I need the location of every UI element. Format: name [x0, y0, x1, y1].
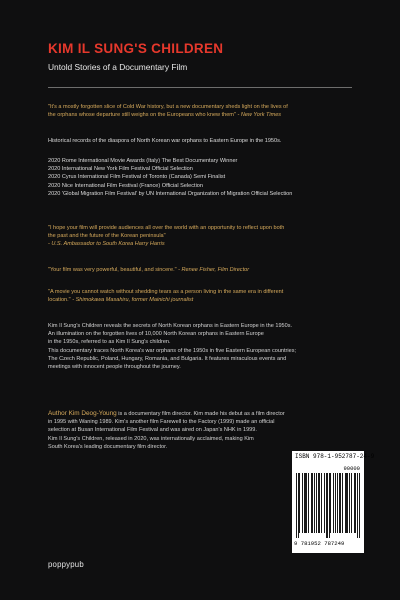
- author-bio: [48, 410, 358, 451]
- award-item: 2020 Rome International Movie Awards (Italy) The Best Documentary Winner: [48, 158, 238, 164]
- price-code: 90000: [343, 465, 360, 472]
- barcode-bar: [345, 473, 346, 533]
- barcode-bar: [305, 473, 306, 533]
- barcode-bar: [327, 473, 328, 538]
- author-bio-line: Kim Il Sung's Children, released in 2020, was internationally acclaimed, making Kim: [48, 435, 254, 442]
- quote-fisher: [48, 266, 358, 274]
- quote-harris-line: the past and the future of the Korean peninsula": [48, 233, 166, 240]
- book-subtitle: Untold Stories of a Documentary Film: [48, 62, 188, 72]
- quote-fisher-text: "Your film was very powerful, beautiful, and sincere.": [48, 267, 177, 273]
- barcode-bar: [346, 473, 347, 533]
- barcode-bar: [333, 473, 334, 533]
- quote-nyt-credit: - New York Times: [237, 112, 282, 119]
- description-line: in the 1950s, referred to as Kim Il Sung's children.: [48, 339, 171, 346]
- barcode-bar: [319, 473, 320, 533]
- barcode-bar: [326, 473, 327, 538]
- barcode-bar: [354, 473, 355, 533]
- quote-harris: [48, 224, 358, 249]
- quote-masahiru-text: location.": [48, 297, 71, 304]
- quote-nyt: [48, 103, 358, 119]
- history-note: Historical records of the diaspora of North Korean war orphans to Eastern Europe in the 1950s.: [48, 138, 282, 144]
- barcode-bar: [304, 473, 305, 533]
- author-bio-line: in 1995 with Waning 1989. Kim's another film Farewell to the Factory (1999) made an official: [48, 419, 275, 426]
- barcode-bar: [349, 473, 350, 533]
- award-item: 2020 Cyrus International Film Festival of Toronto (Canada) Semi Finalist: [48, 174, 226, 181]
- quote-masahiru: [48, 288, 358, 304]
- award-item: 2020 Nice International Film Festival (France) Official Selection: [48, 182, 203, 189]
- quote-fisher-credit: - Renee Fisher, Film Director: [178, 267, 250, 273]
- award-item: 2020 'Global Migration Film Festival' by UN International Organization of Migration Official Selection: [48, 190, 293, 197]
- barcode-bar: [342, 473, 343, 533]
- barcode-bar: [340, 473, 341, 533]
- barcode-bar: [357, 473, 358, 538]
- barcode-bar: [324, 473, 325, 533]
- barcode-bar: [318, 473, 319, 533]
- quote-masahiru-line: "A movie you cannot watch without shedding tears as a person living in the same era in different: [48, 289, 284, 295]
- awards-list: [48, 157, 358, 198]
- quote-harris-line: "I hope your film will provide audiences all over the world with an opportunity to reflect upon both: [48, 225, 285, 231]
- author-bio-line: selection at Busan International Film Festival and was aired on Japan's NHK in 1999.: [48, 427, 257, 434]
- barcode-bar: [306, 473, 307, 533]
- barcode-bar: [321, 473, 322, 533]
- barcode-bar: [298, 473, 299, 538]
- barcode-bar: [337, 473, 338, 533]
- barcode-bar: [355, 473, 356, 533]
- barcode-bar: [335, 473, 336, 533]
- author-bio-text: is a documentary film director. Kim made his debut as a film director: [116, 411, 285, 417]
- barcode-bar: [339, 473, 340, 533]
- quote-masahiru-credit: - Shimokawa Masahiru, former Mainichi journalist: [72, 297, 194, 304]
- description-line: An illumination on the forgotten lives of 10,000 North Korean orphans in Eastern Europe: [48, 331, 264, 338]
- barcode-bar: [299, 473, 300, 533]
- barcode-digits: 9 781952 787249: [294, 540, 345, 547]
- barcode-bar: [351, 473, 352, 533]
- publisher-logo: poppypub: [48, 560, 84, 569]
- quote-masahiru-line: [48, 296, 358, 304]
- barcode-bar: [359, 473, 360, 538]
- quote-harris-credit: - U.S. Ambassador to South Korea Harry Harris: [48, 241, 165, 248]
- author-bio-line: [48, 410, 358, 418]
- header-divider: [48, 87, 352, 88]
- author-name: Author Kim Deog-Young: [48, 410, 117, 417]
- isbn-barcode: [292, 451, 375, 553]
- barcode-bar: [347, 473, 348, 533]
- author-bio-line: South Korea's leading documentary film director.: [48, 443, 168, 450]
- barcode-bar: [308, 473, 309, 533]
- barcode-bar: [316, 473, 317, 533]
- barcode-bar: [314, 473, 315, 533]
- book-title: KIM IL SUNG'S CHILDREN: [48, 41, 224, 56]
- award-item: 2020 International New York Film Festival Official Selection: [48, 166, 193, 173]
- barcode-bar: [312, 473, 313, 533]
- barcode-bar: [311, 473, 312, 533]
- barcode-bar: [330, 473, 331, 533]
- isbn-label: ISBN 978-1-952787-24-9: [295, 453, 375, 460]
- quote-nyt-text: the orphans whose departure still weighs on the Europeans who knew them": [48, 112, 236, 119]
- barcode-bar: [296, 473, 297, 538]
- description-line: meetings with innocent people throughout the journey.: [48, 364, 181, 371]
- description-line: The Czech Republic, Poland, Hungary, Romania, and Bulgaria. It features miraculous events and: [48, 355, 287, 362]
- description-line: This documentary traces North Korea's war orphans of the 1950s in five Eastern European countries;: [48, 347, 297, 354]
- quote-nyt-line: "It's a mostly forgotten slice of Cold War history, but a new documentary sheds light on the lives of: [48, 104, 288, 110]
- book-description: [48, 322, 358, 371]
- quote-fisher-line: [48, 266, 358, 274]
- barcode-bars: [296, 473, 360, 538]
- quote-nyt-line: [48, 111, 358, 119]
- barcode-bar: [329, 473, 330, 538]
- barcode-bar: [302, 473, 303, 533]
- description-line: Kim Il Sung's Children reveals the secrets of North Korean orphans in Eastern Europe in the 1950s.: [48, 323, 293, 329]
